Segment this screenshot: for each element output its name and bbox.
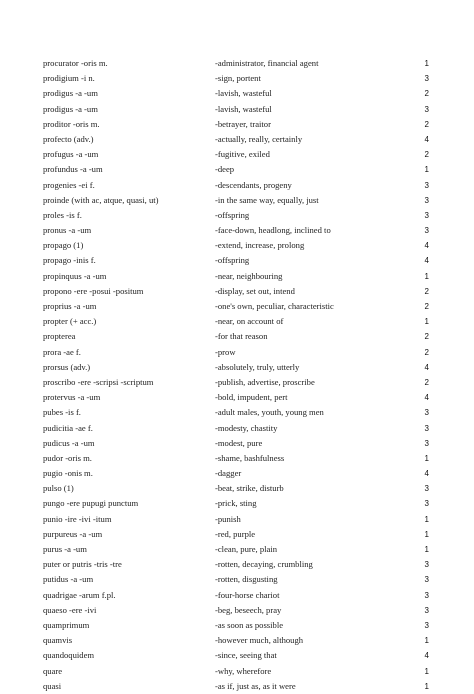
latin-term: protervus -a -um [43, 392, 101, 403]
frequency-number: 3 [424, 590, 429, 600]
vocab-row [43, 421, 433, 436]
vocab-row [43, 557, 433, 572]
vocab-row [43, 360, 433, 375]
latin-term: prorsus (adv.) [43, 361, 91, 372]
vocab-row [43, 56, 433, 71]
latin-term: propago -inis f. [43, 255, 96, 266]
english-meaning: -bold, impudent, pert [215, 392, 288, 403]
frequency-number: 2 [424, 119, 429, 129]
latin-term: puter or putris -tris -tre [43, 559, 122, 570]
latin-term: pubes -is f. [43, 407, 81, 418]
latin-term: quandoquidem [43, 650, 95, 661]
english-meaning: -shame, bashfulness [215, 452, 285, 463]
frequency-number: 2 [424, 150, 429, 160]
vocab-row [43, 648, 433, 663]
english-meaning: -modest, pure [215, 437, 263, 448]
vocab-row [43, 481, 433, 496]
frequency-number: 3 [424, 210, 429, 220]
english-meaning: -betrayer, traitor [215, 118, 271, 129]
latin-term: propterea [43, 331, 76, 342]
frequency-number: 4 [424, 134, 429, 144]
latin-term: pugio -onis m. [43, 468, 93, 479]
frequency-number: 3 [424, 408, 429, 418]
latin-term: propono -ere -posui -positum [43, 285, 144, 296]
english-meaning: -rotten, disgusting [215, 574, 278, 585]
frequency-number: 3 [424, 180, 429, 190]
latin-term: punio -ire -ivi -itum [43, 513, 112, 524]
frequency-number: 1 [424, 453, 429, 463]
frequency-number: 3 [424, 438, 429, 448]
frequency-number: 1 [424, 636, 429, 646]
vocab-row [43, 679, 433, 694]
vocab-row [43, 117, 433, 132]
frequency-number: 1 [424, 681, 429, 691]
english-meaning: -actually, really, certainly [215, 133, 303, 144]
frequency-number: 2 [424, 286, 429, 296]
english-meaning: -extend, increase, prolong [215, 240, 305, 251]
frequency-number: 2 [424, 347, 429, 357]
english-meaning: -near, neighbouring [215, 270, 283, 281]
english-meaning: -face-down, headlong, inclined to [215, 225, 331, 236]
frequency-number: 2 [424, 89, 429, 99]
vocab-row [43, 436, 433, 451]
latin-term: pudor -oris m. [43, 452, 92, 463]
english-meaning: -red, purple [215, 528, 256, 539]
latin-term: proinde (with ac, atque, quasi, ut) [43, 194, 159, 205]
english-meaning: -sign, portent [215, 73, 261, 84]
vocab-row [43, 496, 433, 511]
vocab-row [43, 618, 433, 633]
latin-term: quadrigae -arum f.pl. [43, 589, 116, 600]
vocab-row [43, 162, 433, 177]
frequency-number: 4 [424, 651, 429, 661]
latin-term: proditor -oris m. [43, 118, 100, 129]
english-meaning: -as if, just as, as it were [215, 680, 296, 691]
frequency-number: 3 [424, 423, 429, 433]
english-meaning: -administrator, financial agent [215, 58, 319, 68]
english-meaning: -modesty, chastity [215, 422, 278, 433]
english-meaning: -clean, pure, plain [215, 544, 278, 554]
english-meaning: -why, wherefore [215, 665, 272, 676]
frequency-number: 1 [424, 165, 429, 175]
vocab-row [43, 299, 433, 314]
english-meaning: -rotten, decaying, crumbling [215, 559, 313, 570]
vocab-row [43, 253, 433, 268]
latin-term: prodigus -a -um [43, 88, 98, 99]
latin-term: propinquus -a -um [43, 270, 107, 281]
english-meaning: -lavish, wasteful [215, 103, 272, 114]
frequency-number: 1 [424, 271, 429, 281]
vocab-row [43, 405, 433, 420]
english-meaning: -beat, strike, disturb [215, 483, 284, 494]
english-meaning: -lavish, wasteful [215, 88, 272, 99]
frequency-number: 3 [424, 484, 429, 494]
english-meaning: -near, on account of [215, 316, 284, 327]
frequency-number: 1 [424, 59, 429, 68]
english-meaning: -fugitive, exiled [215, 149, 270, 160]
latin-term: profundus -a -um [43, 164, 103, 175]
frequency-number: 1 [424, 529, 429, 539]
frequency-number: 3 [424, 195, 429, 205]
latin-term: pungo -ere pupugi punctum [43, 498, 139, 509]
vocab-row [43, 603, 433, 618]
english-meaning: -however much, although [215, 635, 304, 646]
frequency-number: 3 [424, 499, 429, 509]
english-meaning: -in the same way, equally, just [215, 194, 319, 205]
latin-term: pulso (1) [43, 483, 74, 494]
vocab-row [43, 527, 433, 542]
english-meaning: -deep [215, 164, 235, 175]
frequency-number: 3 [424, 226, 429, 236]
vocab-row [43, 572, 433, 587]
vocab-row [43, 223, 433, 238]
vocab-row [43, 193, 433, 208]
frequency-number: 2 [424, 377, 429, 387]
vocab-row [43, 329, 433, 344]
frequency-number: 1 [424, 545, 429, 554]
frequency-number: 3 [424, 605, 429, 615]
latin-term: purpureus -a -um [43, 528, 103, 539]
english-meaning: -display, set out, intend [215, 285, 295, 296]
frequency-number: 3 [424, 560, 429, 570]
english-meaning: -publish, advertise, proscribe [215, 376, 315, 387]
english-meaning: -dagger [215, 468, 242, 479]
latin-term: quamvis [43, 635, 73, 646]
vocab-row [43, 314, 433, 329]
vocab-row [43, 238, 433, 253]
vocab-row [43, 208, 433, 223]
vocab-row [43, 269, 433, 284]
vocabulary-list [43, 56, 433, 694]
frequency-number: 4 [424, 241, 429, 251]
frequency-number: 2 [424, 332, 429, 342]
english-meaning: -descendants, progeny [215, 179, 292, 190]
vocab-row [43, 178, 433, 193]
vocab-row [43, 71, 433, 86]
vocab-row [43, 466, 433, 481]
latin-term: proscribo -ere -scripsi -scriptum [43, 376, 154, 387]
latin-term: progenies -ei f. [43, 179, 95, 190]
frequency-number: 3 [424, 74, 429, 84]
english-meaning: -punish [215, 513, 241, 524]
english-meaning: -absolutely, truly, utterly [215, 361, 300, 372]
english-meaning: -as soon as possible [215, 619, 284, 630]
frequency-number: 3 [424, 620, 429, 630]
latin-term: quamprimum [43, 619, 90, 630]
latin-term: prodigium -i n. [43, 73, 95, 84]
latin-term: procurator -oris m. [43, 58, 108, 68]
frequency-number: 2 [424, 302, 429, 311]
frequency-number: 1 [424, 317, 429, 327]
latin-term: pudicus -a -um [43, 437, 95, 448]
vocab-row [43, 664, 433, 679]
vocab-row [43, 633, 433, 648]
latin-term: prodigus -a -um [43, 103, 98, 114]
frequency-number: 4 [424, 256, 429, 266]
latin-term: quaeso -ere -ivi [43, 604, 97, 615]
vocab-row [43, 86, 433, 101]
latin-term: purus -a -um [43, 544, 87, 554]
latin-term: proprius -a -um [43, 301, 97, 311]
english-meaning: -beg, beseech, pray [215, 604, 282, 615]
latin-term: putidus -a -um [43, 574, 94, 585]
vocab-row [43, 390, 433, 405]
frequency-number: 1 [424, 514, 429, 524]
english-meaning: -one's own, peculiar, characteristic [215, 301, 334, 311]
latin-term: propter (+ acc.) [43, 316, 97, 327]
latin-term: pudicitia -ae f. [43, 422, 93, 433]
vocab-row [43, 284, 433, 299]
latin-term: quasi [43, 680, 62, 691]
latin-term: prora -ae f. [43, 346, 81, 357]
latin-term: proles -is f. [43, 209, 82, 220]
english-meaning: -offspring [215, 209, 250, 220]
frequency-number: 4 [424, 393, 429, 403]
english-meaning: -for that reason [215, 331, 268, 342]
english-meaning: -prow [215, 346, 236, 357]
frequency-number: 1 [424, 666, 429, 676]
english-meaning: -offspring [215, 255, 250, 266]
vocab-row [43, 588, 433, 603]
vocab-row [43, 147, 433, 162]
latin-term: profecto (adv.) [43, 133, 94, 144]
latin-term: pronus -a -um [43, 225, 92, 236]
vocab-row [43, 375, 433, 390]
latin-term: profugus -a -um [43, 149, 99, 160]
english-meaning: -adult males, youth, young men [215, 407, 324, 418]
vocab-row [43, 512, 433, 527]
vocab-row [43, 542, 433, 557]
frequency-number: 3 [424, 575, 429, 585]
frequency-number: 3 [424, 104, 429, 114]
vocab-row [43, 132, 433, 147]
vocab-row [43, 345, 433, 360]
english-meaning: -since, seeing that [215, 650, 277, 661]
frequency-number: 4 [424, 362, 429, 372]
english-meaning: -four-horse chariot [215, 589, 280, 600]
frequency-number: 4 [424, 469, 429, 479]
vocab-row [43, 451, 433, 466]
latin-term: propago (1) [43, 240, 84, 251]
latin-term: quare [43, 665, 63, 676]
vocab-row [43, 102, 433, 117]
english-meaning: -prick, sting [215, 498, 257, 509]
